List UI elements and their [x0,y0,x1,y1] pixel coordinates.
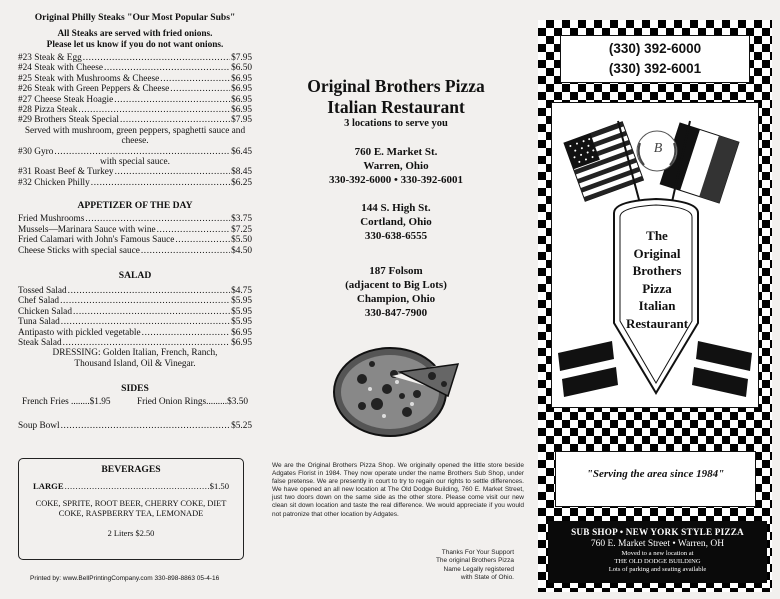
menu-item-name: #25 Steak with Mushrooms & Cheese [18,73,160,84]
menu-item-name: Soup Bowl [18,421,60,432]
thanks-line: Thanks For Your Support [441,549,514,556]
menu-item-price: $4.75 [231,285,252,296]
band-address: 760 E. Market Street • Warren, OH [590,539,725,549]
story-paragraph: We are the Original Brothers Pizza Shop. We originally opened the little store beside Adgates Florist in 1984. They now operate under the name Brothers Sub Shop, under false pretense. We are presently in court to try to regain our rights to settle differences. We have opened an all new location at The Old Dodge Building, 760 E. Market Street, just two doors down on the same side as the other store. Please come visit our new clean sit down location and taste the real difference. We would appreciate if you would not patronize that other location by Adgates. [272,462,524,518]
location-note: (adjacent to Big Lots) [345,279,447,291]
menu-item-price: $6.95 [231,94,252,105]
menu-item-name: #29 Brothers Steak Special [18,115,119,126]
location-cortland [262,201,530,243]
location-warren [262,145,530,187]
beverage-large-price: $1.50 [209,481,229,491]
logo-line: Brothers [632,263,682,278]
menu-item-name: #32 Chicken Philly [18,177,90,188]
menu-item-price: $5.95 [231,317,252,328]
sides-title: SIDES [121,383,149,395]
gyro-note: with special sauce. [100,157,170,168]
thanks-line: with State of Ohio. [460,574,514,582]
beverages-box [18,458,244,560]
menu-item-name: Tuna Salad [18,317,60,328]
menu-item-name: #27 Cheese Steak Hoagie [18,94,114,105]
menu-item-name: Tossed Salad [18,285,67,296]
thanks-line: The original Brothers Pizza [435,557,514,565]
menu-item-name: #24 Steak with Cheese [18,63,103,74]
menu-item [18,105,252,115]
thanks-signoff [390,549,514,583]
location-street: 760 E. Market St. [354,146,438,158]
menu-item-price: $7.95 [231,115,252,126]
menu-item-name: Steak Salad [18,337,62,348]
menu-item-name: Chicken Salad [18,306,72,317]
menu-item-price: $4.50 [231,245,252,256]
menu-item [18,317,252,327]
logo-line: The [646,228,668,243]
logo-letter: B [653,141,663,156]
menu-item-price: $3.75 [231,214,252,225]
menu-item-name: #28 Pizza Steak [18,105,78,116]
logo-line: Restaurant [625,315,689,331]
menu-item-name: #26 Steak with Green Peppers & Cheese [18,84,170,95]
menu-item-price: $6.95 [231,105,252,116]
menu-item [18,296,252,306]
band-parking: Lots of parking and seating available [608,566,707,573]
brothers-special-note: Served with mushroom, green peppers, spaghetti sauce and cheese. [24,125,246,147]
cover-phone-2: (330) 392-6001 [608,61,702,76]
menu-item-name: Cheese Sticks with special sauce [18,245,140,256]
menu-item-name: #31 Roast Beef & Turkey [18,167,114,178]
menu-item [18,246,252,256]
menu-item [18,328,252,338]
menu-item [18,74,252,84]
locations-panel [262,0,530,599]
menu-item [18,235,252,245]
location-city: Warren, Ohio [363,160,429,172]
menu-item [18,167,252,177]
cover-phone-1: (330) 392-6000 [608,41,702,56]
beverage-large-label: LARGE [33,481,64,491]
serving-since-text: "Serving the area since 1984" [586,468,725,480]
menu-item [18,214,252,224]
menu-item-price: $6.95 [231,73,252,84]
menu-item-name: Mussels—Marinara Sauce with wine [18,224,156,235]
menu-item-price: $3.50 [227,397,248,408]
salad-title: SALAD [118,269,152,281]
menu-item-name: #23 Steak & Egg [18,53,82,63]
menu-item-price: $5.95 [231,306,252,317]
menu-item [18,53,252,63]
menu-item-price: $7.25 [231,224,252,235]
location-street: 144 S. High St. [361,202,431,214]
menu-item [18,286,252,296]
location-phone: 330-638-6555 [364,230,428,242]
salad-list [18,286,252,370]
band-title: SUB SHOP • NEW YORK STYLE PIZZA [571,527,744,537]
locations-tagline: 3 locations to serve you [344,118,448,129]
menu-item [18,307,252,317]
menu-item [18,421,252,431]
location-champion [262,264,530,320]
menu-item-price: $6.45 [231,146,252,157]
menu-item-price: $6.50 [231,63,252,74]
menu-item-name: French Fries [22,397,69,408]
cover-footer-band [548,521,767,583]
menu-item-price: $6.95 [231,84,252,95]
menu-item-price: $6.95 [231,327,252,338]
menu-item-price: $5.50 [231,235,252,246]
appetizer-list [18,214,252,256]
appetizer-title: APPETIZER OF THE DAY [77,200,193,212]
menu-item: French Fries ........$1.95 [22,397,111,408]
menu-item-price: $6.25 [231,177,252,188]
band-moved-2: THE OLD DODGE BUILDING [614,558,701,565]
menu-item-price: $5.25 [231,421,252,432]
menu-item-price: $7.95 [231,53,252,63]
logo-line: Original [633,245,681,261]
logo-line: Pizza [642,280,672,296]
menu-item-price: $5.95 [231,296,252,307]
menu-item-price: $1.95 [89,397,111,408]
menu-item [18,95,252,105]
location-city: Cortland, Ohio [360,216,432,228]
menu-item [18,338,252,348]
location-street: 187 Folsom [369,265,423,277]
beverage-liters: 2 Liters $2.50 [107,529,155,539]
location-city: Champion, Ohio [356,293,436,305]
beverage-large [27,481,235,491]
menu-item-name: Chef Salad [18,296,60,307]
printer-credit: Printed by: www.BellPrintingCompany.com 330-898-8863 05-4-16 [30,575,220,582]
menu-item: Fried Onion Rings.........$3.50 [136,397,248,408]
menu-item-name: Fried Mushrooms [18,214,85,225]
menu-item [18,178,252,188]
menu-item [18,147,252,157]
menu-item [18,115,252,125]
menu-item [18,63,252,73]
steaks-list [18,53,252,188]
menu-item-name: Antipasto with pickled vegetable [18,327,141,338]
logo-text [610,227,704,332]
steaks-note-2: Please let us know if you do not want onions. [46,40,224,50]
logo-box [551,102,759,408]
sides-row [18,397,252,407]
steaks-title: Original Philly Steaks "Our Most Popular Subs" [34,12,236,23]
menu-item [18,225,252,235]
location-phone: 330-847-7900 [364,307,428,319]
cover-phone-box [560,35,750,83]
menu-item-name: #30 Gyro [18,146,54,157]
menu-item [18,84,252,94]
band-moved-1: Moved to a new location at [621,550,694,557]
thanks-line: Name Legally registered [443,565,514,573]
menu-item-name: Fried Calamari with John's Famous Sauce [18,235,175,246]
menu-item-price: $6.95 [231,337,252,348]
logo-line: Italian [638,298,676,313]
restaurant-subtitle: Italian Restaurant [327,97,465,117]
serving-since-box [555,451,756,507]
beverages-title: BEVERAGES [101,464,161,475]
menu-item-name: Fried Onion Rings [136,397,207,408]
menu-item-price: $8.45 [231,167,252,178]
beverage-list: COKE, SPRITE, ROOT BEER, CHERRY COKE, DIET COKE, RASPBERRY TEA, LEMONADE [35,499,227,519]
steaks-note-1: All Steaks are served with fried onions. [57,29,213,39]
restaurant-name: Original Brothers Pizza [307,76,485,96]
dressing-note: DRESSING: Golden Italian, French, Ranch, Thousand Island, Oil & Vinegar. [52,348,218,370]
pizza-illustration [332,334,462,440]
location-phone: 330-392-6000 • 330-392-6001 [328,174,463,186]
